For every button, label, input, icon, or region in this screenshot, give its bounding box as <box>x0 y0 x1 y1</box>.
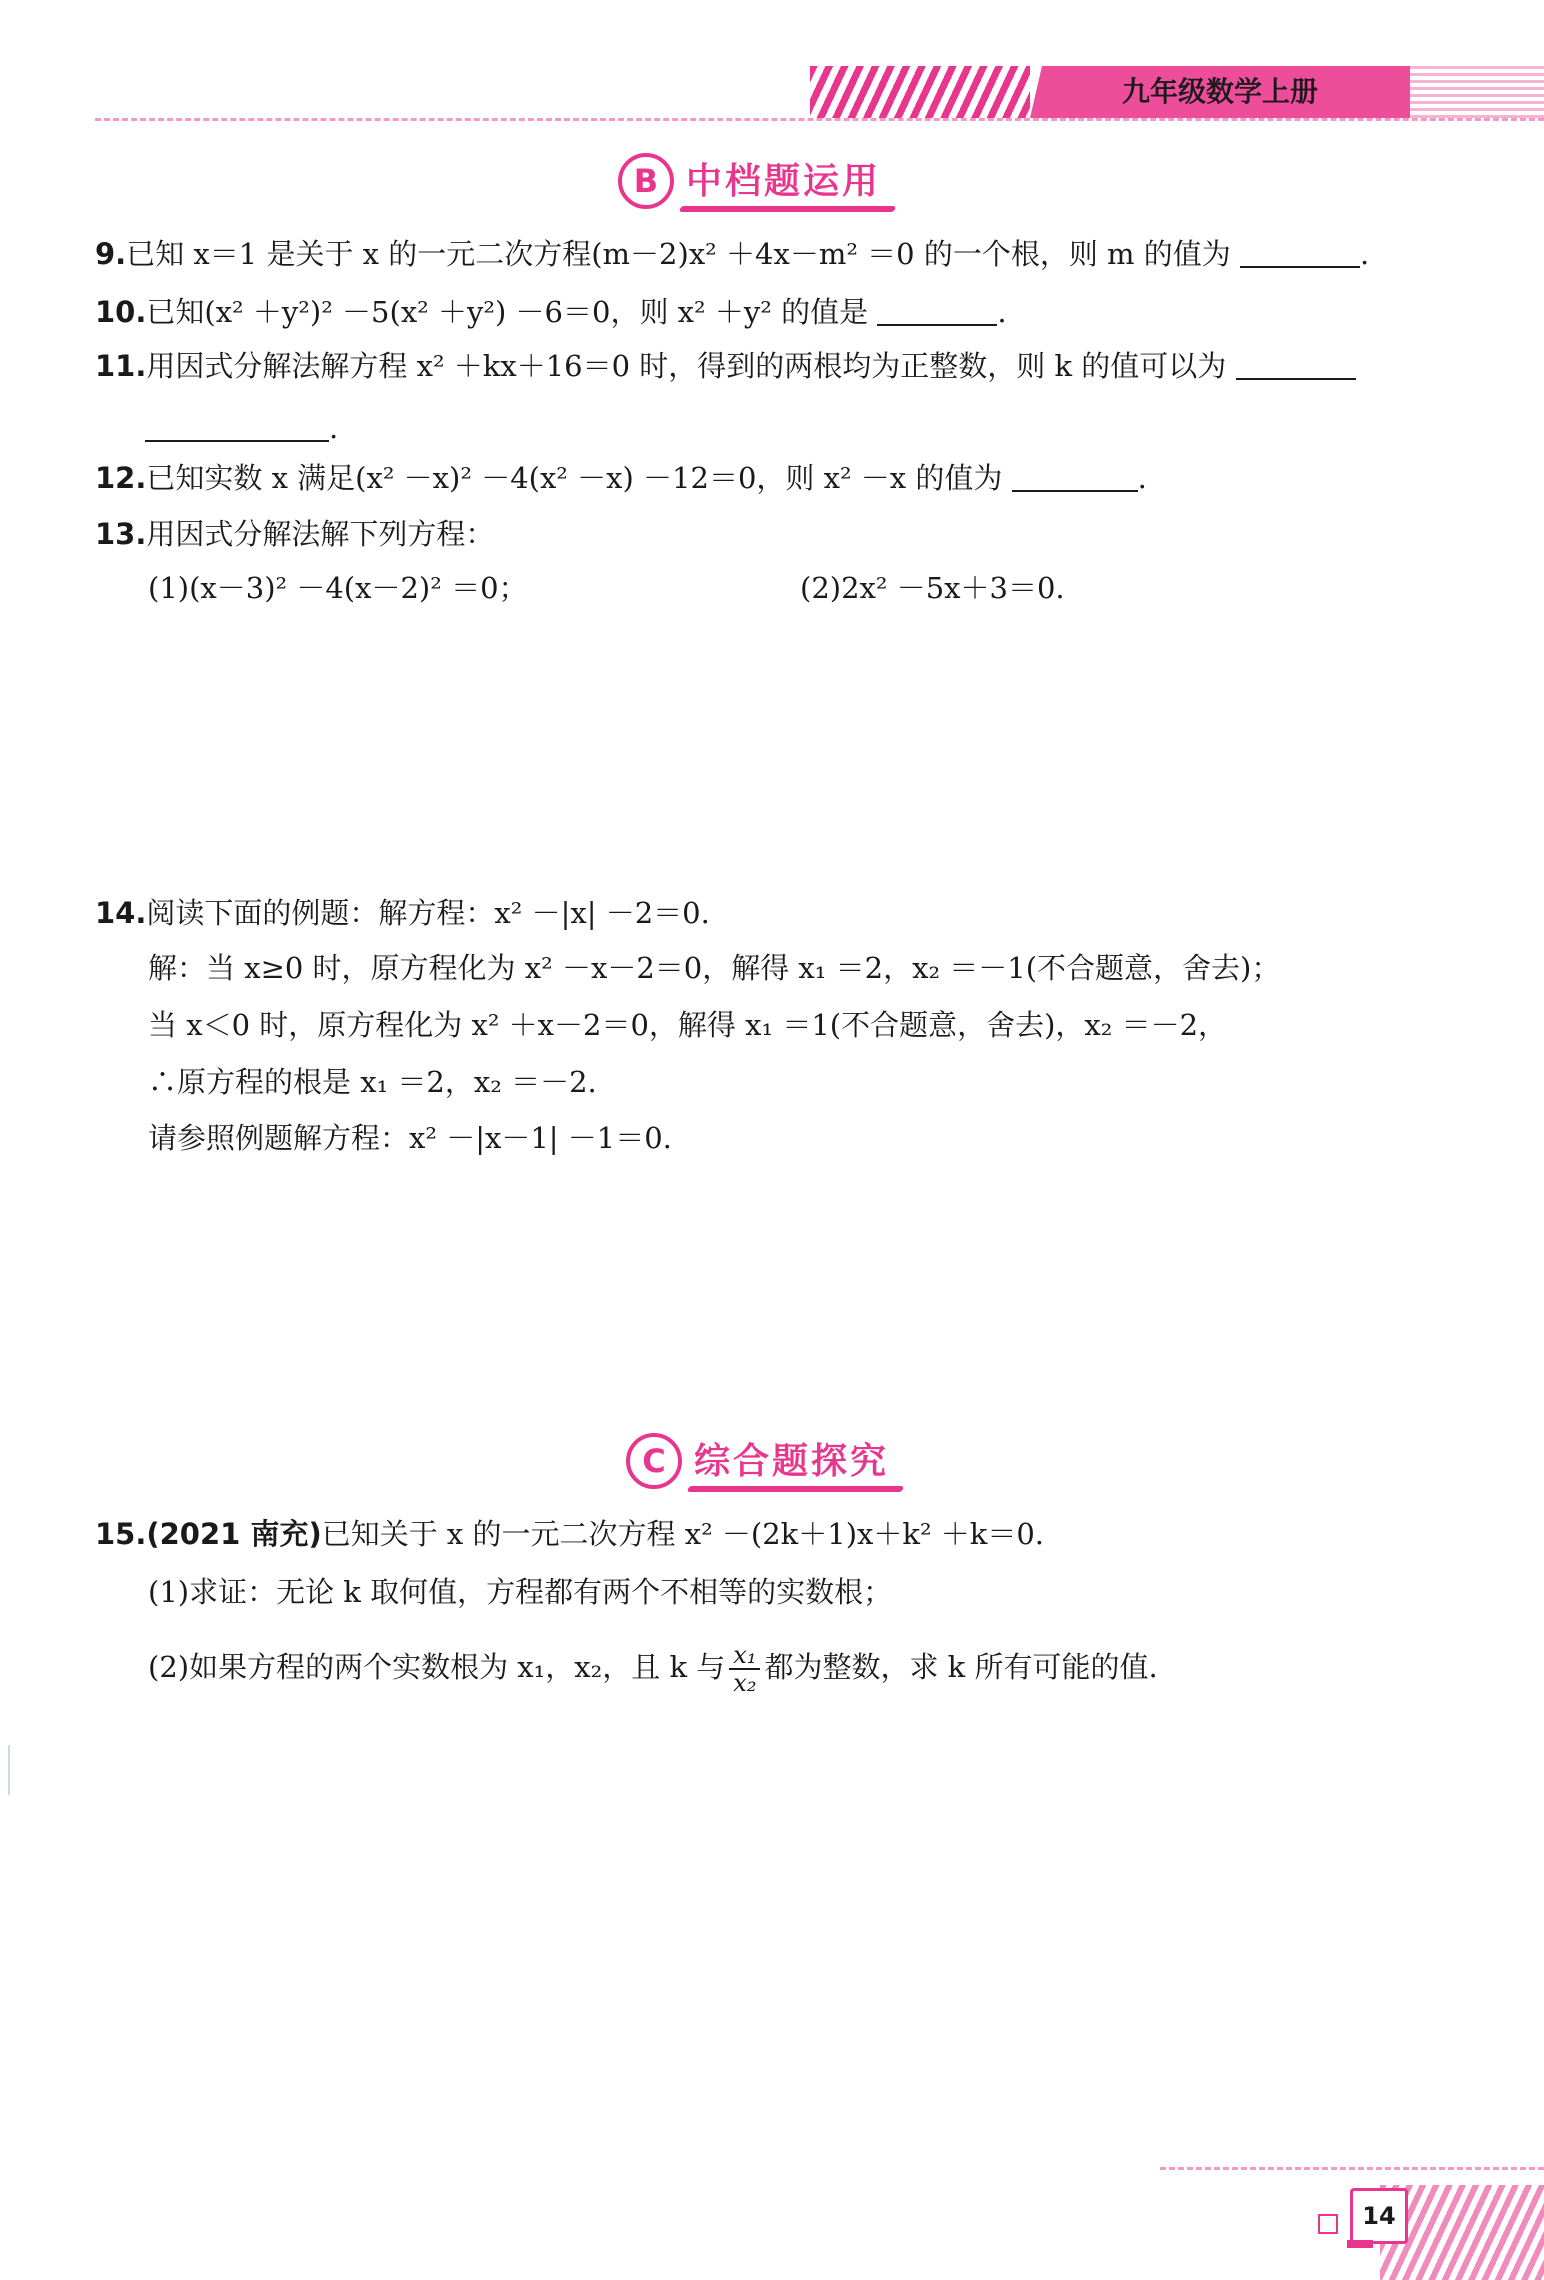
question-12-number: 12. <box>95 461 147 495</box>
question-10-period: . <box>997 295 1007 329</box>
question-15-number: 15. <box>95 1517 147 1551</box>
section-b-heading <box>618 148 881 214</box>
question-15-part-2-text-b: 都为整数，求 k 所有可能的值. <box>764 1650 1158 1684</box>
header-title: 九年级数学上册 <box>1121 75 1318 108</box>
question-11-text: 用因式分解法解方程 x² ＋kx＋16＝0 时，得到的两根均为正整数，则 k 的值可以为 <box>146 349 1227 383</box>
question-10 <box>95 292 1007 332</box>
question-9-text: 已知 x＝1 是关于 x 的一元二次方程(m－2)x² ＋4x－m² ＝0 的一个根，则 m 的值为 <box>126 237 1231 271</box>
question-10-text: 已知(x² ＋y²)² －5(x² ＋y²) －6＝0，则 x² ＋y² 的值是 <box>146 295 869 329</box>
question-10-answer-blank[interactable] <box>877 294 997 326</box>
question-12-answer-blank[interactable] <box>1012 460 1138 492</box>
header-divider <box>95 118 1544 121</box>
header-fade <box>1410 66 1544 118</box>
question-13-text: 用因式分解法解下列方程： <box>146 517 495 551</box>
question-12 <box>95 458 1147 498</box>
section-c-heading <box>626 1428 889 1494</box>
fraction-denominator: x₂ <box>733 1669 757 1697</box>
question-9-period: . <box>1360 237 1370 271</box>
question-14-example-line-1: 解：当 x≥0 时，原方程化为 x² －x－2＝0，解得 x₁ ＝2，x₂ ＝－1(不合题意，舍去)； <box>148 951 1281 985</box>
x1-over-x2-fraction <box>729 1642 760 1696</box>
footer-corner-accent <box>1347 2240 1373 2248</box>
question-11-answer-blank-2[interactable] <box>145 410 329 442</box>
question-11 <box>95 346 1356 386</box>
question-14-example-line-2: 当 x＜0 时，原方程化为 x² ＋x－2＝0，解得 x₁ ＝1(不合题意，舍去)，x₂ ＝－2， <box>148 1008 1228 1042</box>
section-b-badge: B <box>618 153 674 209</box>
question-13-part-2: (2)2x² －5x＋3＝0. <box>800 571 1065 605</box>
fraction-numerator: x₁ <box>729 1642 760 1670</box>
question-12-text: 已知实数 x 满足(x² －x)² －4(x² －x) －12＝0，则 x² －x 的值为 <box>146 461 1003 495</box>
question-14 <box>95 893 710 933</box>
question-9-number: 9. <box>95 237 127 271</box>
question-11-answer-blank[interactable] <box>1236 348 1356 380</box>
question-14-text: 阅读下面的例题：解方程：x² －|x| －2＝0. <box>146 896 710 930</box>
question-15-part-1: (1)求证：无论 k 取何值，方程都有两个不相等的实数根； <box>148 1575 893 1609</box>
question-14-number: 14. <box>95 896 147 930</box>
question-15-text: 已知关于 x 的一元二次方程 x² －(2k＋1)x＋k² ＋k＝0. <box>321 1517 1045 1551</box>
question-11-number: 11. <box>95 349 147 383</box>
footer-square-icon <box>1318 2214 1338 2234</box>
section-b-title: 中档题运用 <box>686 153 881 210</box>
scan-edge-mark <box>8 1745 10 1795</box>
footer-divider <box>1160 2167 1544 2170</box>
question-9 <box>95 234 1369 274</box>
question-15-part-2 <box>148 1642 1158 1696</box>
question-15 <box>95 1514 1044 1554</box>
question-11-continued <box>145 408 338 448</box>
question-13-part-1: (1)(x－3)² －4(x－2)² ＝0； <box>148 571 528 605</box>
question-15-part-2-text-a: (2)如果方程的两个实数根为 x₁，x₂，且 k 与 <box>148 1650 726 1684</box>
question-14-task: 请参照例题解方程：x² －|x－1| －1＝0. <box>148 1121 672 1155</box>
question-13-number: 13. <box>95 517 147 551</box>
question-10-number: 10. <box>95 295 147 329</box>
question-13 <box>95 514 494 554</box>
question-9-answer-blank[interactable] <box>1240 236 1360 268</box>
section-c-title: 综合题探究 <box>694 1433 889 1490</box>
question-12-period: . <box>1137 461 1147 495</box>
section-c-badge: C <box>626 1433 682 1489</box>
header-stripes <box>810 66 1030 118</box>
question-11-period: . <box>329 411 339 445</box>
question-14-example-line-3: ∴原方程的根是 x₁ ＝2，x₂ ＝－2. <box>148 1065 597 1099</box>
page-number: 14 <box>1350 2188 1408 2244</box>
question-15-source: (2021 南充) <box>146 1517 322 1551</box>
